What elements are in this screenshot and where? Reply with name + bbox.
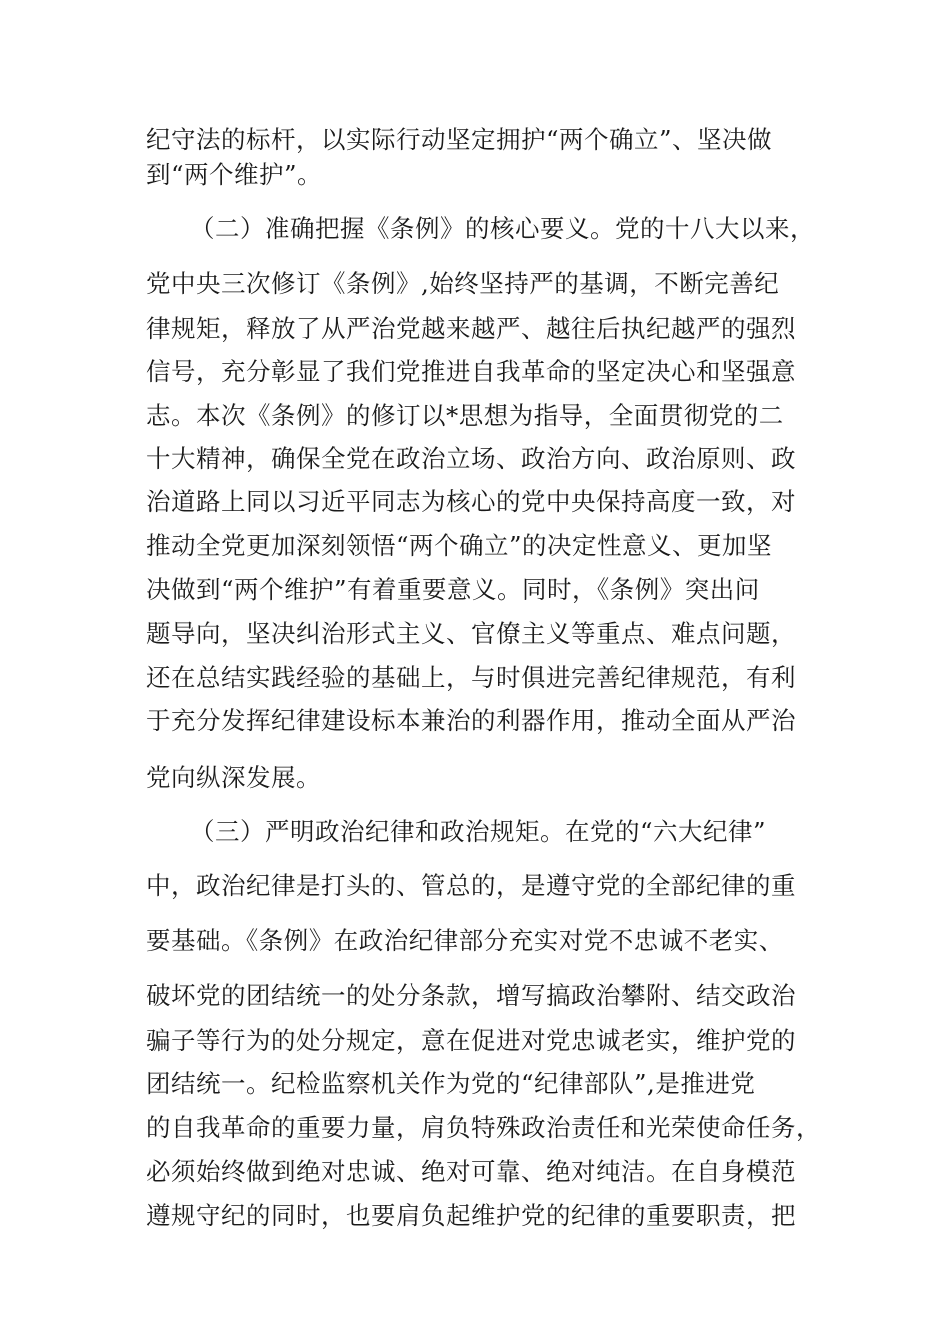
text-line: 的自我革命的重要力量，肩负特殊政治责任和光荣使命任务， — [146, 1113, 821, 1142]
text-line: 信号，充分彰显了我们党推进自我革命的坚定决心和坚强意 — [146, 357, 796, 386]
text-line: 团结统一。纪检监察机关作为党的“纪律部队”,是推进党 — [146, 1069, 756, 1098]
text-line: 骗子等行为的处分规定，意在促进对党忠诚老实，维护党的 — [146, 1026, 796, 1055]
text-line: 还在总结实践经验的基础上，与时俱进完善纪律规范，有利 — [146, 663, 796, 692]
text-line: 志。本次《条例》的修订以*思想为指导，全面贯彻党的二 — [146, 401, 784, 430]
text-line: 破坏党的团结统一的处分条款，增写搞政治攀附、结交政治 — [146, 981, 796, 1010]
text-line: 律规矩，释放了从严治党越来越严、越往后执纪越严的强烈 — [146, 314, 796, 343]
text-line: 决做到“两个维护”有着重要意义。同时，《条例》突出问 — [146, 575, 760, 604]
text-line: 遵规守纪的同时，也要肩负起维护党的纪律的重要职责，把 — [146, 1201, 796, 1230]
paragraph-heading-2: （二）准确把握《条例》的核心要义。党的十八大以来， — [190, 214, 815, 243]
text-line: 纪守法的标杆，以实际行动坚定拥护“两个确立”、坚决做 — [146, 125, 773, 154]
text-line: 到“两个维护”。 — [146, 160, 323, 189]
text-line: 十大精神，确保全党在政治立场、政治方向、政治原则、政 — [146, 444, 796, 473]
text-line: 题导向，坚决纠治形式主义、官僚主义等重点、难点问题， — [146, 619, 796, 648]
paragraph-heading-3: （三）严明政治纪律和政治规矩。在党的“六大纪律” — [190, 817, 767, 846]
text-line: 于充分发挥纪律建设标本兼治的利器作用，推动全面从严治 — [146, 706, 796, 735]
text-line: 要基础。《条例》在政治纪律部分充实对党不忠诚不老实、 — [146, 926, 784, 955]
text-line: 党中央三次修订《条例》,始终坚持严的基调，不断完善纪 — [146, 269, 780, 298]
text-line: 必须始终做到绝对忠诚、绝对可靠、绝对纯洁。在自身模范 — [146, 1157, 796, 1186]
text-line: 治道路上同以习近平同志为核心的党中央保持高度一致，对 — [146, 487, 796, 516]
text-line: 推动全党更加深刻领悟“两个确立”的决定性意义、更加坚 — [146, 531, 773, 560]
text-line: 中，政治纪律是打头的、管总的，是遵守党的全部纪律的重 — [146, 871, 796, 900]
text-line: 党向纵深发展。 — [146, 763, 321, 792]
